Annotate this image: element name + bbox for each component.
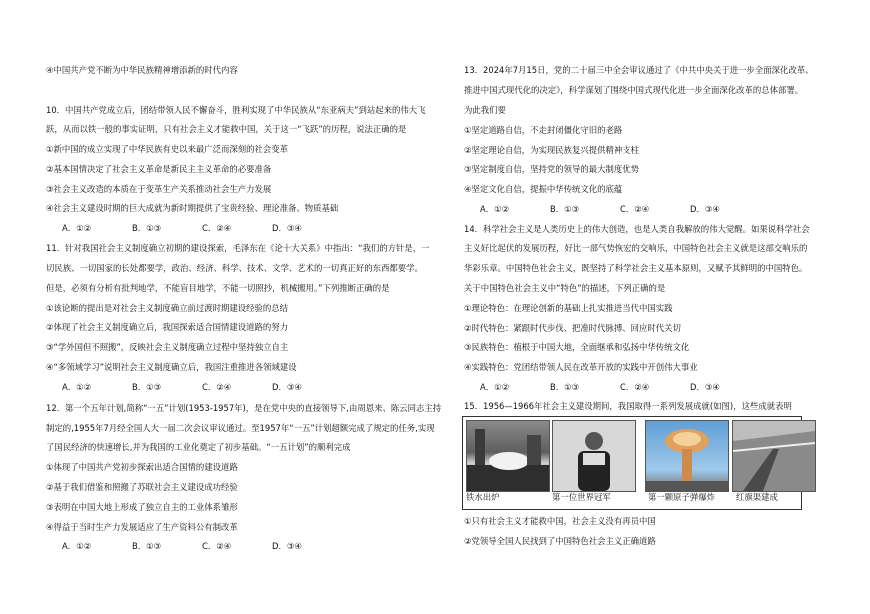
champion-illustration (553, 421, 635, 491)
q12-stem-line-2: 制定的,1955年7月经全国人大一届二次会议审议通过。至1957年“一五”计划超额完成了规定的任务,实现 (46, 423, 435, 433)
option-b[interactable]: B．①③ (132, 223, 162, 233)
q11-stem-line-1: 11．针对我国社会主义制度确立初期的建设探索，毛泽东在《论十大关系》中指出：“我们的方针是，一 (46, 243, 430, 253)
q14-choice-2: ②时代特色：紧跟时代步伐、把准时代脉搏、回应时代关切 (464, 323, 681, 333)
q14-choice-4: ④实践特色：党团结带领人民在改革开放的实践中开创伟大事业 (464, 362, 698, 372)
option-c[interactable]: C．②④ (202, 382, 232, 392)
q13-choice-3: ③坚定制度自信，坚持党的领导的最大制度优势 (464, 164, 640, 174)
q12-choice-4: ④得益于当时生产力发展适应了生产资料公有制改革 (46, 522, 238, 532)
mushroom-cloud-illustration (646, 421, 728, 491)
option-c[interactable]: C．②④ (620, 204, 650, 214)
option-a[interactable]: A．①② (480, 204, 510, 214)
q13-stem-line-1: 13．2024年7月15日，党的二十届三中全会审议通过了《中共中央关于进一步全面深化改革、 (464, 65, 814, 75)
q11-stem-line-3: 但是，必须有分析有批判地学，不能盲目地学，不能一切照抄，机械搬用。”下列推断正确的是 (46, 283, 390, 293)
q13-choice-2: ②坚定理论自信，为实现民族复兴提供精神支柱 (464, 145, 640, 155)
q10-choice-2: ②基本国情决定了社会主义革命是新民主主义革命的必要准备 (46, 164, 272, 174)
q15-choice-2: ②党领导全国人民找到了中国特色社会主义正确道路 (464, 536, 656, 546)
q10-choice-1: ①新中国的成立实现了中华民族有史以来最广泛而深刻的社会变革 (46, 144, 289, 154)
option-c[interactable]: C．②④ (620, 382, 650, 392)
q10-choice-3: ③社会主义改造的本质在于变革生产关系推动社会生产力发展 (46, 184, 272, 194)
option-a[interactable]: A．①② (62, 541, 92, 551)
q11-choice-1: ①该论断的提出是对社会主义制度确立前过渡时期建设经验的总结 (46, 303, 289, 313)
canal-illustration (733, 421, 815, 491)
q15-stem: 15．1956—1966年社会主义建设期间，我国取得一系列发展成就(如图)，这些成就表明 (464, 401, 792, 411)
q14-stem-line-4: 关于中国特色社会主义中“特色”的描述，下列正确的是 (464, 283, 666, 293)
option-b[interactable]: B．①③ (550, 204, 580, 214)
molten-iron-illustration (467, 421, 549, 491)
q14-stem-line-2: 主义好比起伏的发展历程，好比一部气势恢宏的交响乐，中国特色社会主义就是这部交响乐的 (464, 243, 808, 253)
option-d[interactable]: D．③④ (272, 541, 302, 551)
q14-choice-3: ③民族特色：植根于中国大地，全面继承和弘扬中华传统文化 (464, 342, 690, 352)
q13-choice-1: ①坚定道路自信，不走封闭僵化守旧的老路 (464, 125, 623, 135)
option-a[interactable]: A．①② (480, 382, 510, 392)
q10-stem-line-1: 10．中国共产党成立后，团结带领人民不懈奋斗，胜利实现了中华民族从“东亚病夫”到站起来的伟大飞 (46, 105, 426, 115)
q10-stem-line-2: 跃，从而以铁一般的事实证明，只有社会主义才能救中国，关于这一“飞跃”的历程，说法正确的是 (46, 124, 407, 134)
option-d[interactable]: D．③④ (690, 382, 720, 392)
option-d[interactable]: D．③④ (272, 223, 302, 233)
caption-red-flag-canal: 红旗渠建成 (736, 492, 778, 502)
caption-world-champion: 第一位世界冠军 (552, 492, 611, 502)
q11-choice-4: ④“多领域学习”说明社会主义制度确立后，我国注重推进各领域建设 (46, 362, 297, 372)
photo-red-flag-canal (732, 420, 816, 492)
option-c[interactable]: C．②④ (202, 223, 232, 233)
q13-stem-line-2: 推进中国式现代化的决定》，科学谋划了围绕中国式现代化进一步全面深化改革的总体部署。 (464, 85, 804, 95)
photo-atomic-bomb (645, 420, 729, 492)
q13-stem-line-3: 为此我们要 (464, 105, 506, 115)
q10-choice-4: ④社会主义建设时期的巨大成就为新时期提供了宝贵经验、理论准备、物质基础 (46, 203, 339, 213)
q12-choice-1: ①体现了中国共产党初步探索出适合国情的建设道路 (46, 462, 238, 472)
q14-choice-1: ①理论特色：在理论创新的基础上扎实推进当代中国实践 (464, 303, 673, 313)
option-d[interactable]: D．③④ (690, 204, 720, 214)
option-a[interactable]: A．①② (62, 382, 92, 392)
q14-stem-line-3: 华彩乐章。中国特色社会主义，既坚持了科学社会主义基本原则，又赋予其鲜明的中国特色。 (464, 263, 808, 273)
photo-world-champion (552, 420, 636, 492)
q9-choice-4: ④中国共产党不断为中华民族精神增添新的时代内容 (46, 65, 238, 75)
q12-choice-2: ②基于我们借鉴和照搬了苏联社会主义建设成功经验 (46, 482, 238, 492)
q11-choice-2: ②体现了社会主义制度确立后，我国探索适合国情建设道路的努力 (46, 322, 289, 332)
photo-molten-iron (466, 420, 550, 492)
q12-choice-3: ③表明在中国大地上形成了独立自主的工业体系雏形 (46, 502, 238, 512)
q14-stem-line-1: 14．科学社会主义是人类历史上的伟大创造，也是人类自我解放的伟大觉醒。如果说科学社会 (464, 224, 810, 234)
q12-stem-line-1: 12．第一个五年计划,简称“一五”计划(1953-1957年)，是在党中央的直接领导下,由周恩来、陈云同志主持 (46, 403, 442, 413)
q11-stem-line-2: 切民族、一切国家的长处都要学，政治、经济、科学、技术、文学、艺术的一切真正好的东西都要学。 (46, 263, 423, 273)
option-d[interactable]: D．③④ (272, 382, 302, 392)
option-a[interactable]: A．①② (62, 223, 92, 233)
option-b[interactable]: B．①③ (132, 541, 162, 551)
option-b[interactable]: B．①③ (550, 382, 580, 392)
caption-atomic-bomb: 第一颗原子弹爆炸 (648, 492, 715, 502)
q11-choice-3: ③“学外国但不照搬”，反映社会主义制度确立过程中坚持独立自主 (46, 342, 289, 352)
option-b[interactable]: B．①③ (132, 382, 162, 392)
q15-choice-1: ①只有社会主义才能救中国，社会主义没有再员中国 (464, 516, 656, 526)
option-c[interactable]: C．②④ (202, 541, 232, 551)
caption-molten-iron: 铁水出炉 (466, 492, 500, 502)
q12-stem-line-3: 了国民经济的快速增长,并为我国的工业化奠定了初步基础。“一五计划”的顺利完成 (46, 442, 351, 452)
q13-choice-4: ④坚定文化自信，提振中华传统文化的底蕴 (464, 184, 623, 194)
